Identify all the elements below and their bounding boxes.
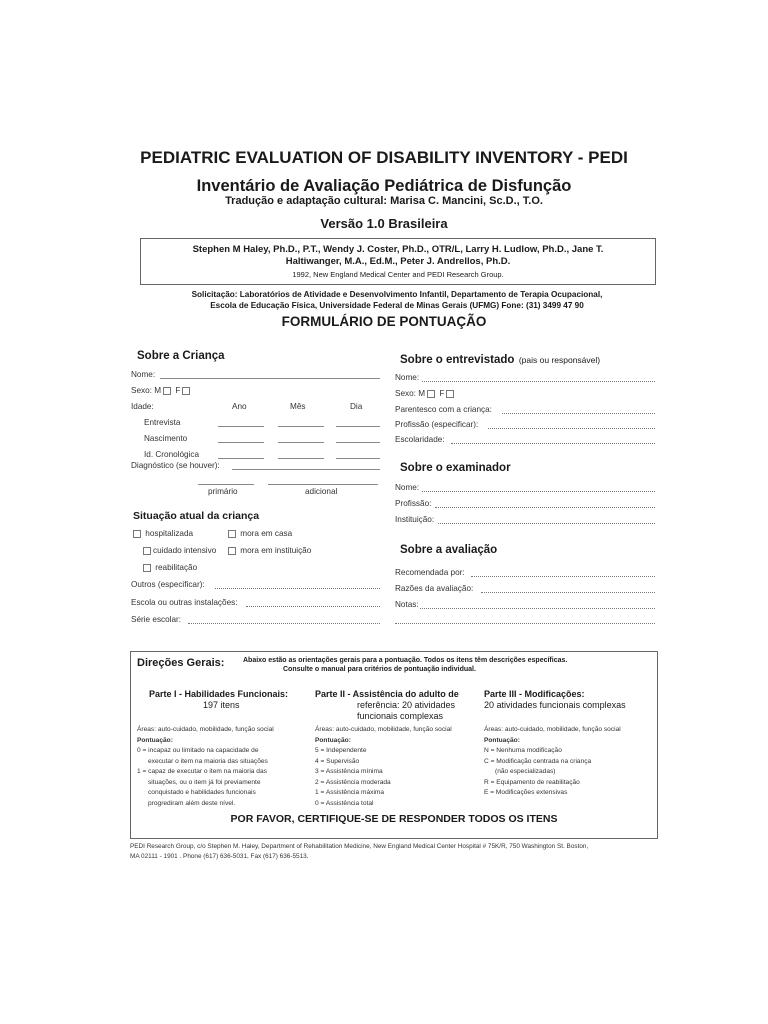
chronological-age-label: Id. Cronológica — [144, 450, 200, 459]
part1-heading-line-1 — [149, 689, 288, 700]
part3-line-3: (não especializadas) — [495, 768, 556, 775]
interviewee-profession-label: Profissão (especificar): — [395, 420, 479, 429]
part2-line-6: 0 = Assistência total — [315, 799, 374, 807]
part1-heading-line-2: 197 itens — [203, 700, 240, 710]
section-title-interviewee: Sobre o entrevistado — [400, 354, 515, 366]
part1-line-4: situações, ou o item já foi previamente — [148, 778, 261, 786]
part3-details — [484, 725, 621, 799]
footer-contact — [130, 842, 650, 862]
intensive-care-label: cuidado intensivo — [153, 546, 217, 555]
part2-line-5: 1 = Assistência máxima — [315, 789, 385, 796]
part1-heading — [149, 689, 288, 711]
version-label: Versão 1.0 Brasileira — [320, 216, 448, 231]
diagnosis-primary-label: primário — [208, 487, 238, 496]
section-title-assessment: Sobre a avaliação — [400, 544, 498, 556]
education-label: Escolaridade: — [395, 435, 445, 444]
diagnosis-additional-label: adicional — [305, 487, 338, 496]
chrono-month-field[interactable] — [278, 458, 324, 459]
footer-line-2: MA 02111 - 1901 . Phone (617) 636-5031, Fax (617) 636-5513. — [130, 853, 309, 860]
part3-line-5: E = Modificações extensivas — [484, 789, 568, 796]
interview-date-label: Entrevista — [144, 418, 181, 427]
interview-day-field[interactable] — [336, 426, 380, 427]
kinship-label: Parentesco com a criança: — [395, 405, 492, 414]
part1-line-6: progrediram além deste nível. — [148, 799, 236, 807]
solicitation-info — [140, 289, 654, 311]
part1-title: Parte I - Habilidades Funcionais: — [149, 689, 289, 699]
part2-details — [315, 725, 452, 809]
part2-heading — [315, 689, 459, 722]
diagnosis-label: Diagnóstico (se houver): — [131, 461, 220, 470]
education-field[interactable] — [451, 443, 655, 444]
part3-line-2: C = Modificação centrada na criança — [484, 757, 592, 765]
interviewee-sex-f-label: F — [439, 389, 445, 398]
section-title-situation: Situação atual da criança — [133, 510, 260, 522]
form-title-portuguese: Inventário de Avaliação Pediátrica de Disfunção — [196, 177, 572, 195]
section-title-interviewee-row — [400, 350, 600, 368]
intensive-care-checkbox[interactable] — [143, 547, 151, 555]
child-sex-m-label: M — [154, 386, 162, 395]
interviewee-profession-field[interactable] — [488, 428, 655, 429]
part3-scoring-label: Pontuação: — [484, 736, 520, 744]
other-situation-field[interactable] — [215, 588, 380, 589]
interviewee-name-field[interactable] — [422, 381, 655, 382]
part2-line-4: 2 = Assistência moderada — [315, 778, 391, 786]
interviewee-sex-m-checkbox[interactable] — [427, 390, 435, 398]
general-directions-title: Direções Gerais: — [137, 657, 225, 669]
diagnosis-additional-field[interactable] — [268, 484, 378, 485]
translation-credit: Tradução e adaptação cultural: Marisa C. Mancini, Sc.D., T.O. — [225, 195, 543, 207]
part1-scoring-label: Pontuação: — [137, 736, 173, 744]
institution-label: mora em instituição — [240, 546, 312, 555]
part3-heading-line-1 — [484, 689, 626, 700]
examiner-profession-field[interactable] — [435, 507, 655, 508]
interviewee-sex-label: Sexo: — [395, 389, 416, 398]
child-sex-f-checkbox[interactable] — [182, 387, 190, 395]
age-year-header: Ano — [232, 402, 247, 411]
authors-text — [141, 244, 655, 268]
birth-month-field[interactable] — [278, 442, 324, 443]
diagnosis-primary-field[interactable] — [198, 484, 254, 485]
part3-heading — [484, 689, 626, 711]
birth-year-field[interactable] — [218, 442, 264, 443]
part1-details — [137, 725, 274, 809]
interviewee-name-label: Nome: — [395, 373, 420, 382]
scoring-form-title: FORMULÁRIO DE PONTUAÇÃO — [281, 314, 487, 329]
situation-home-option[interactable] — [226, 529, 292, 538]
part2-scoring-label: Pontuação: — [315, 736, 351, 744]
child-name-field[interactable] — [160, 378, 380, 379]
examiner-profession-label: Profissão: — [395, 499, 432, 508]
child-age-label: Idade: — [131, 402, 154, 411]
part1-line-1: 0 = incapaz ou limitado na capacidade de — [137, 747, 259, 754]
hospitalized-checkbox[interactable] — [133, 530, 141, 538]
examiner-institution-field[interactable] — [438, 523, 655, 524]
situation-institution-option[interactable] — [226, 546, 311, 555]
footer-line-1: PEDI Research Group, c/o Stephen M. Haley, Department of Rehabilitation Medicine, New England Medical Center Hospital # 75K/R, 750 Washington St. Boston, — [130, 843, 589, 850]
part2-line-3: 3 = Assistência mínima — [315, 768, 383, 775]
authors-line-1: Stephen M Haley, Ph.D., P.T., Wendy J. Coster, Ph.D., OTR/L, Larry H. Ludlow, Ph.D., Jane T. — [192, 244, 604, 255]
notes-label: Notas: — [395, 600, 419, 609]
interviewee-sex-m-label: M — [418, 389, 426, 398]
part3-areas: Áreas: auto-cuidado, mobilidade, função social — [484, 726, 621, 733]
section-title-examiner: Sobre o examinador — [400, 462, 511, 474]
diagnosis-field[interactable] — [232, 469, 380, 470]
rehab-label: reabilitação — [155, 563, 198, 572]
part1-line-2: executar o item na maioria das situações — [148, 757, 268, 765]
child-sex-label: Sexo: — [131, 386, 152, 395]
assessment-reasons-field[interactable] — [481, 592, 655, 593]
interviewee-sex-f-checkbox[interactable] — [446, 390, 454, 398]
part2-line-2: 4 = Supervisão — [315, 757, 360, 765]
examiner-institution-label: Instituição: — [395, 515, 435, 524]
chrono-day-field[interactable] — [336, 458, 380, 459]
answer-all-items-notice: POR FAVOR, CERTIFIQUE-SE DE RESPONDER TODOS OS ITENS — [230, 813, 558, 825]
lives-home-checkbox[interactable] — [228, 530, 236, 538]
general-directions-note-line-1: Abaixo estão as orientações gerais para a pontuação. Todos os itens têm descrições específicas. — [243, 657, 568, 664]
recommended-by-field[interactable] — [471, 576, 655, 577]
situation-hospitalized-option[interactable] — [131, 529, 193, 538]
authors-box — [140, 238, 656, 285]
child-name-label: Nome: — [131, 370, 156, 379]
interviewee-subtitle: (pais ou responsável) — [518, 355, 601, 365]
part1-line-3: 1 = capaz de executar o item na maioria das — [137, 768, 267, 775]
child-sex-row — [131, 386, 192, 395]
general-directions-note-line-2: Consulte o manual para critérios de pontuação individual. — [283, 666, 476, 673]
recommended-by-label: Recomendada por: — [395, 568, 465, 577]
general-directions-note — [243, 656, 643, 674]
rehab-checkbox[interactable] — [143, 564, 151, 572]
interview-year-field[interactable] — [218, 426, 264, 427]
examiner-name-label: Nome: — [395, 483, 420, 492]
school-field[interactable] — [246, 606, 380, 607]
part2-heading-line-1 — [315, 689, 459, 700]
notes-field-1[interactable] — [420, 608, 655, 609]
birth-day-field[interactable] — [336, 442, 380, 443]
copyright-notice: 1992, New England Medical Center and PEDI Research Group. — [292, 270, 504, 279]
part2-heading-line-3: funcionais complexas — [357, 711, 444, 721]
part2-line-1: 5 = Independente — [315, 747, 367, 754]
child-sex-m-checkbox[interactable] — [163, 387, 171, 395]
school-grade-label: Série escolar: — [131, 615, 182, 624]
school-label: Escola ou outras instalações: — [131, 598, 238, 607]
chrono-year-field[interactable] — [218, 458, 264, 459]
section-title-child: Sobre a Criança — [137, 350, 225, 362]
school-grade-field[interactable] — [188, 623, 380, 624]
child-sex-f-label: F — [175, 386, 181, 395]
interview-month-field[interactable] — [278, 426, 324, 427]
authors-line-2: Haltiwanger, M.A., Ed.M., Peter J. Andrellos, Ph.D. — [285, 256, 511, 267]
part3-line-1: N = Nenhuma modificação — [484, 747, 562, 754]
part3-line-4: R = Equipamento de reabilitação — [484, 778, 580, 786]
institution-checkbox[interactable] — [228, 547, 236, 555]
form-title-english: PEDIATRIC EVALUATION OF DISABILITY INVENTORY - PEDI — [140, 148, 628, 167]
part1-line-5: conquistado e habilidades funcionais — [148, 789, 256, 796]
age-month-header: Mês — [290, 402, 306, 411]
interviewee-sex-row — [395, 389, 456, 398]
part2-areas: Áreas: auto-cuidado, mobilidade, função social — [315, 726, 452, 733]
part2-heading-line-2: referência: 20 atividades — [357, 700, 456, 710]
assessment-reasons-label: Razões da avaliação: — [395, 584, 474, 593]
other-situation-label: Outros (especificar): — [131, 580, 205, 589]
examiner-name-field[interactable] — [422, 491, 655, 492]
birth-date-label: Nascimento — [144, 434, 188, 443]
part3-heading-line-2: 20 atividades funcionais complexas — [484, 700, 626, 710]
situation-intensive-option[interactable] — [141, 546, 216, 555]
solicitation-line-2: Escola de Educação Física, Universidade Federal de Minas Gerais (UFMG) Fone: (31) 3499 47 90 — [210, 301, 584, 310]
part3-title: Parte III - Modificações: — [484, 689, 585, 699]
age-day-header: Dia — [350, 402, 363, 411]
part1-areas: Áreas: auto-cuidado, mobilidade, função social — [137, 726, 274, 733]
solicitation-line-1: Solicitação: Laboratórios de Atividade e Desenvolvimento Infantil, Departamento de Terapia Ocupacional, — [191, 290, 603, 299]
notes-field-2[interactable] — [395, 623, 655, 624]
hospitalized-label: hospitalizada — [145, 529, 194, 538]
lives-home-label: mora em casa — [240, 529, 293, 538]
kinship-field[interactable] — [502, 413, 655, 414]
situation-rehab-option[interactable] — [141, 563, 197, 572]
general-directions-box — [130, 651, 658, 839]
part2-title: Parte II - Assistência do adulto de — [315, 689, 459, 699]
